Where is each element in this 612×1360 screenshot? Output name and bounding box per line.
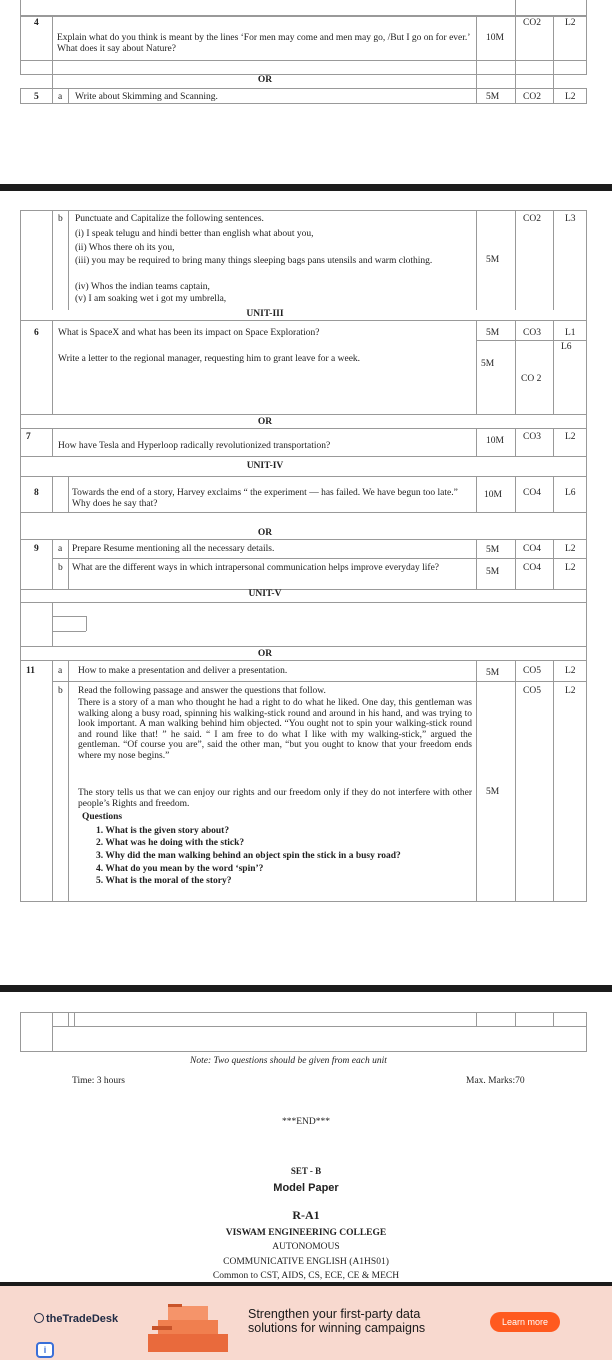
ad-headline[interactable] [248, 1307, 425, 1335]
col-divider [515, 1012, 516, 1026]
col-divider [515, 539, 516, 589]
sub-question: 4. What do you mean by the word ‘spin’? [96, 864, 264, 874]
col-divider [553, 1012, 554, 1026]
marks: 5M [486, 787, 500, 797]
col-divider [515, 88, 516, 104]
level: L3 [565, 214, 576, 224]
questions-label: Questions [82, 812, 123, 822]
col-divider [553, 88, 554, 104]
col-divider [476, 210, 477, 310]
end-marker: ***END*** [281, 1117, 331, 1127]
co: CO4 [523, 488, 541, 498]
col-divider [52, 428, 53, 456]
or-label: OR [257, 528, 273, 538]
or-label: OR [257, 649, 273, 659]
model-paper-label: Model Paper [273, 1182, 339, 1194]
level: L2 [565, 18, 576, 28]
col-divider [553, 428, 554, 456]
col-divider [68, 1012, 69, 1026]
question-line: (iv) Whos the indian teams captain, [75, 282, 210, 292]
level: L6 [565, 488, 576, 498]
row-divider [20, 512, 587, 513]
marks: 5M [481, 359, 495, 369]
max-marks-label: Max. Marks:70 [466, 1076, 525, 1086]
co: CO 2 [521, 374, 542, 384]
col-divider [515, 476, 516, 512]
col-divider [476, 88, 477, 104]
sub-label: a [58, 92, 63, 102]
col-divider [553, 476, 554, 512]
question-number: 7 [26, 432, 31, 442]
level: L2 [565, 92, 576, 102]
marks: 5M [486, 92, 500, 102]
college-name: VISWAM ENGINEERING COLLEGE [225, 1228, 387, 1238]
col-divider [68, 539, 69, 589]
marks: 10M [486, 33, 504, 43]
header-table [20, 1012, 587, 1052]
sub-question: 2. What was he doing with the stick? [96, 838, 245, 848]
col-divider [52, 210, 53, 310]
row-divider [52, 1026, 587, 1027]
question-number: 11 [26, 666, 35, 676]
col-divider [553, 539, 554, 589]
regulation-code: R-A1 [292, 1208, 320, 1222]
col-divider [52, 88, 53, 104]
set-label: SET - B [290, 1166, 322, 1176]
col-divider [515, 428, 516, 456]
col-divider [476, 320, 477, 414]
col-divider [553, 16, 554, 88]
question-number: 9 [34, 544, 39, 554]
question-line: (i) I speak telugu and hindi better than english what about you, [75, 229, 314, 239]
col-divider [86, 616, 87, 631]
unit-heading: UNIT-IV [246, 461, 284, 471]
or-label: OR [257, 417, 273, 427]
passage-text: There is a story of a man who thought he had a right to do what he liked. One day, this gentleman was walking along a busy road, spinning his walking-stick round and around in his hand, and was trying to look important. A man walking behind him objected. “You ought not to spin your walking-stick round and round like that! ” he said. “ I am free to do what I like with my walking-stick,” argued the gentleman. “Of course you are”, said the other man, “but you ought to know that your freedom ends where my nose begins.” [78, 698, 472, 761]
page-separator [0, 985, 612, 992]
ad-info-icon[interactable]: i [36, 1342, 54, 1358]
marks: 10M [484, 490, 502, 500]
col-divider [515, 660, 516, 902]
col-divider [68, 210, 69, 310]
question-number: 6 [34, 328, 39, 338]
sub-label: a [58, 666, 63, 676]
col-divider [476, 660, 477, 902]
sub-question: 3. Why did the man walking behind an object spin the stick in a busy road? [96, 851, 401, 861]
col-divider [52, 320, 53, 414]
col-divider [68, 660, 69, 902]
question-number: 4 [34, 18, 39, 28]
col-divider [52, 1012, 53, 1052]
row-divider [20, 414, 587, 415]
question-number: 5 [34, 92, 39, 102]
question-text: Explain what do you think is meant by the lines ‘For men may come and men may go, /But I go on for ever.’ What does it say about Nature? [57, 33, 470, 54]
co: CO2 [523, 18, 541, 28]
col-divider [553, 210, 554, 310]
col-divider [515, 320, 516, 414]
row-divider [52, 616, 86, 617]
col-divider [52, 539, 53, 589]
level: L2 [565, 544, 576, 554]
level: L2 [565, 563, 576, 573]
question-text: What are the different ways in which intrapersonal communication helps improve everyday life? [72, 563, 440, 573]
row-divider [52, 681, 587, 682]
sub-label: b [58, 563, 63, 573]
stairs-illustration-icon [138, 1296, 238, 1356]
col-divider [52, 602, 53, 646]
ad-top-border [0, 1282, 612, 1286]
level: L2 [565, 432, 576, 442]
co: CO2 [523, 92, 541, 102]
row-divider [20, 456, 587, 457]
row-divider [20, 428, 587, 429]
col-divider [476, 428, 477, 456]
row-divider [20, 660, 587, 661]
co: CO2 [523, 214, 541, 224]
sub-label: a [58, 544, 63, 554]
level: L2 [565, 666, 576, 676]
page-separator [0, 184, 612, 191]
marks: 5M [486, 545, 500, 555]
sub-question: 5. What is the moral of the story? [96, 876, 232, 886]
question-text: Write a letter to the regional manager, requesting him to grant leave for a week. [58, 354, 361, 364]
col-divider [476, 1012, 477, 1026]
col-divider [476, 539, 477, 589]
question-text: How to make a presentation and deliver a presentation. [78, 666, 288, 676]
question-line: (v) I am soaking wet i got my umbrella, [75, 294, 227, 304]
question-line: Punctuate and Capitalize the following sentences. [75, 214, 264, 224]
row-divider [20, 602, 587, 603]
col-divider [52, 660, 53, 902]
row-divider [20, 539, 587, 540]
col-divider [553, 660, 554, 902]
row-divider [20, 320, 587, 321]
ad-headline-line: solutions for winning campaigns [248, 1321, 426, 1335]
co: CO5 [523, 666, 541, 676]
row-divider [476, 340, 587, 341]
table-divider [515, 0, 516, 16]
co: CO3 [523, 328, 541, 338]
sub-label: b [58, 214, 63, 224]
question-number: 8 [34, 488, 39, 498]
row-divider [20, 476, 587, 477]
course-common: Common to CST, AIDS, CS, ECE, CE & MECH [212, 1271, 400, 1281]
course-title: COMMUNICATIVE ENGLISH (A1HS01) [223, 1257, 389, 1267]
level: L6 [561, 342, 572, 352]
question-line: (ii) Whos there oh its you, [75, 243, 175, 253]
co: CO3 [523, 432, 541, 442]
table-row [20, 0, 587, 16]
autonomous-label: AUTONOMOUS [272, 1242, 340, 1252]
or-label: OR [257, 75, 273, 85]
ad-headline-line: Strengthen your first-party data [248, 1307, 421, 1321]
col-divider [553, 320, 554, 414]
co: CO4 [523, 563, 541, 573]
co: CO5 [523, 686, 541, 696]
marks: 5M [486, 567, 500, 577]
question-text: Prepare Resume mentioning all the necessary details. [72, 544, 275, 554]
co: CO4 [523, 544, 541, 554]
question-text: Towards the end of a story, Harvey exclaims “ the experiment — has failed. We have begun too late.” Why does he say that? [72, 488, 458, 509]
sub-question: 1. What is the given story about? [96, 826, 230, 836]
unit-heading: UNIT-V [248, 589, 282, 599]
col-divider [476, 476, 477, 512]
ad-brand[interactable]: theTradeDesk [34, 1313, 118, 1325]
marks: 5M [486, 255, 500, 265]
ad-banner[interactable] [0, 1282, 612, 1360]
col-divider [68, 476, 69, 512]
unit-heading: UNIT-III [246, 309, 284, 319]
row-divider [52, 631, 86, 632]
col-divider [515, 210, 516, 310]
col-divider [515, 16, 516, 88]
trade-desk-logo-icon [34, 1313, 44, 1323]
level: L2 [565, 686, 576, 696]
learn-more-button[interactable]: Learn more [490, 1312, 560, 1332]
col-divider [74, 1012, 75, 1026]
passage-moral: The story tells us that we can enjoy our rights and our freedom only if they do not interfere with other people’s Rights and freedom. [78, 788, 472, 809]
marks: 10M [486, 436, 504, 446]
table-row [20, 61, 587, 75]
question-text: How have Tesla and Hyperloop radically revolutionized transportation? [58, 441, 331, 451]
question-text: What is SpaceX and what has been its impact on Space Exploration? [58, 328, 320, 338]
note-text: Note: Two questions should be given from each unit [190, 1056, 387, 1066]
question-text: Write about Skimming and Scanning. [75, 92, 218, 102]
question-line: (iii) you may be required to bring many things sleeping bags pans utensils and warm clothing. [75, 256, 433, 266]
marks: 5M [486, 668, 500, 678]
marks: 5M [486, 328, 500, 338]
sub-label: b [58, 686, 63, 696]
time-label: Time: 3 hours [72, 1076, 125, 1086]
row-divider [20, 646, 587, 647]
col-divider [68, 88, 69, 104]
row-divider [52, 558, 587, 559]
level: L1 [565, 328, 576, 338]
col-divider [52, 476, 53, 512]
passage-intro: Read the following passage and answer the questions that follow. [78, 686, 326, 696]
